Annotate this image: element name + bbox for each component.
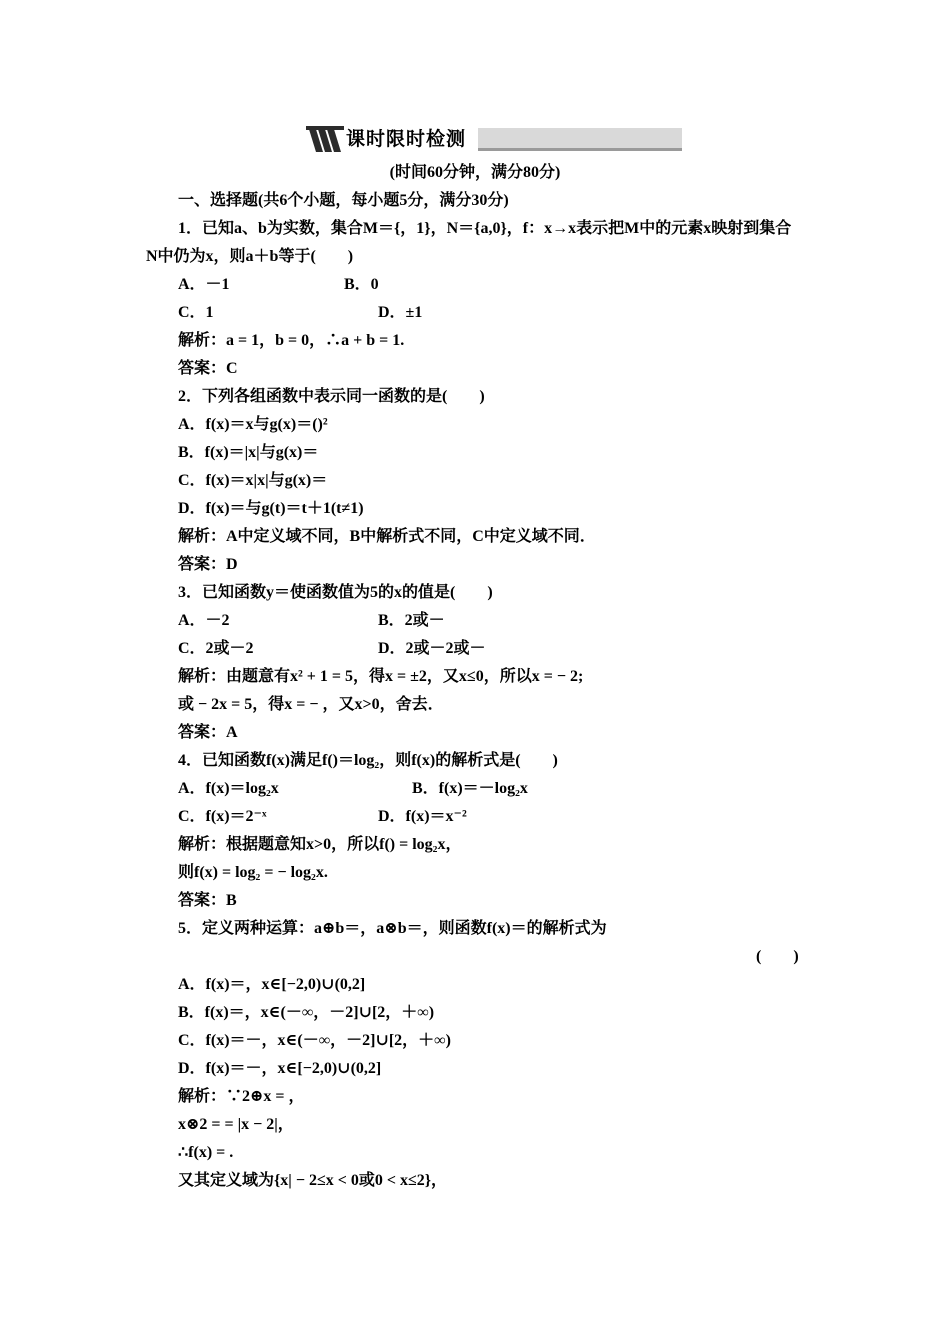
- question-4-stem: 4．已知函数f(x)满足f()＝log₂，则f(x)的解析式是( ): [178, 752, 558, 769]
- q5-analysis-line-2: x⊗2 = = |x − 2|，: [178, 1116, 294, 1133]
- q4-option-a: A．f(x)＝log₂x: [178, 780, 279, 797]
- q4-option-b: B．f(x)＝－log₂x: [412, 780, 528, 797]
- q3-analysis-cont: 或 − 2x = 5，得x = − ，又x>0，舍去．: [178, 696, 444, 713]
- question-1-stem: 1．已知a、b为实数，集合M＝{，1}，N＝{a,0}，f：x→x表示把M中的元素x映射到集合: [178, 220, 792, 237]
- banner-bar: [478, 128, 682, 151]
- q3-answer: 答案：A: [178, 724, 238, 741]
- q2-option-c: C．f(x)＝x|x|与g(x)＝: [178, 472, 328, 489]
- q1-analysis: 解析：a = 1，b = 0，∴a + b = 1.: [178, 332, 405, 349]
- q5-option-c: C．f(x)＝－，x∈(－∞，－2]∪[2，＋∞): [178, 1032, 451, 1049]
- q1-option-a: A．－1: [178, 276, 230, 293]
- q3-option-d: D．2或－2或－: [378, 640, 486, 657]
- q3-option-b: B．2或－: [378, 612, 445, 629]
- q3-analysis: 解析：由题意有x² + 1 = 5，得x = ±2，又x≤0，所以x = − 2;: [178, 668, 584, 685]
- section-banner: [306, 126, 682, 152]
- q1-answer: 答案：C: [178, 360, 238, 377]
- time-score-note: (时间60分钟，满分80分): [389, 164, 561, 181]
- q5-analysis: 解析：∵2⊕x = ，: [178, 1088, 305, 1105]
- q2-answer: 答案：D: [178, 556, 238, 573]
- question-5-stem: 5．定义两种运算：a⊕b＝，a⊗b＝，则函数f(x)＝的解析式为: [178, 920, 607, 937]
- q4-answer: 答案：B: [178, 892, 237, 909]
- q1-option-b: B．0: [344, 276, 379, 293]
- q5-option-a: A．f(x)＝，x∈[−2,0)∪(0,2]: [178, 976, 366, 993]
- q3-option-a: A．－2: [178, 612, 230, 629]
- question-1-stem-cont: N中仍为x，则a＋b等于( ): [146, 248, 354, 265]
- q5-analysis-line-3: ∴f(x) = .: [178, 1144, 234, 1161]
- q2-option-d: D．f(x)＝与g(t)＝t＋1(t≠1): [178, 500, 364, 517]
- question-3-stem: 3．已知函数y＝使函数值为5的x的值是( ): [178, 584, 493, 601]
- q2-analysis: 解析：A中定义域不同，B中解析式不同，C中定义域不同．: [178, 528, 596, 545]
- q5-answer-blank: ( ): [756, 948, 799, 965]
- q2-option-a: A．f(x)＝x与g(x)＝()²: [178, 416, 328, 433]
- q1-option-d: D．±1: [378, 304, 423, 321]
- q5-analysis-line-4: 又其定义域为{x| − 2≤x < 0或0 < x≤2}，: [178, 1172, 448, 1189]
- q4-option-d: D．f(x)＝x⁻²: [378, 808, 467, 825]
- banner-title: 课时限时检测: [346, 128, 467, 150]
- q5-option-d: D．f(x)＝－，x∈[−2,0)∪(0,2]: [178, 1060, 382, 1077]
- q4-analysis: 解析：根据题意知x>0，所以f() = log₂x，: [178, 836, 462, 853]
- stripes-logo-icon: [306, 126, 344, 152]
- q2-option-b: B．f(x)＝|x|与g(x)＝: [178, 444, 319, 461]
- q3-option-c: C．2或－2: [178, 640, 254, 657]
- q5-option-b: B．f(x)＝，x∈(－∞，－2]∪[2，＋∞): [178, 1004, 435, 1021]
- q1-option-c: C．1: [178, 304, 214, 321]
- q4-analysis-cont: 则f(x) = log₂ = − log₂x.: [178, 864, 328, 881]
- q4-option-c: C．f(x)＝2⁻ˣ: [178, 808, 267, 825]
- question-2-stem: 2．下列各组函数中表示同一函数的是( ): [178, 388, 485, 405]
- section-heading: 一、选择题(共6个小题，每小题5分，满分30分): [178, 192, 509, 209]
